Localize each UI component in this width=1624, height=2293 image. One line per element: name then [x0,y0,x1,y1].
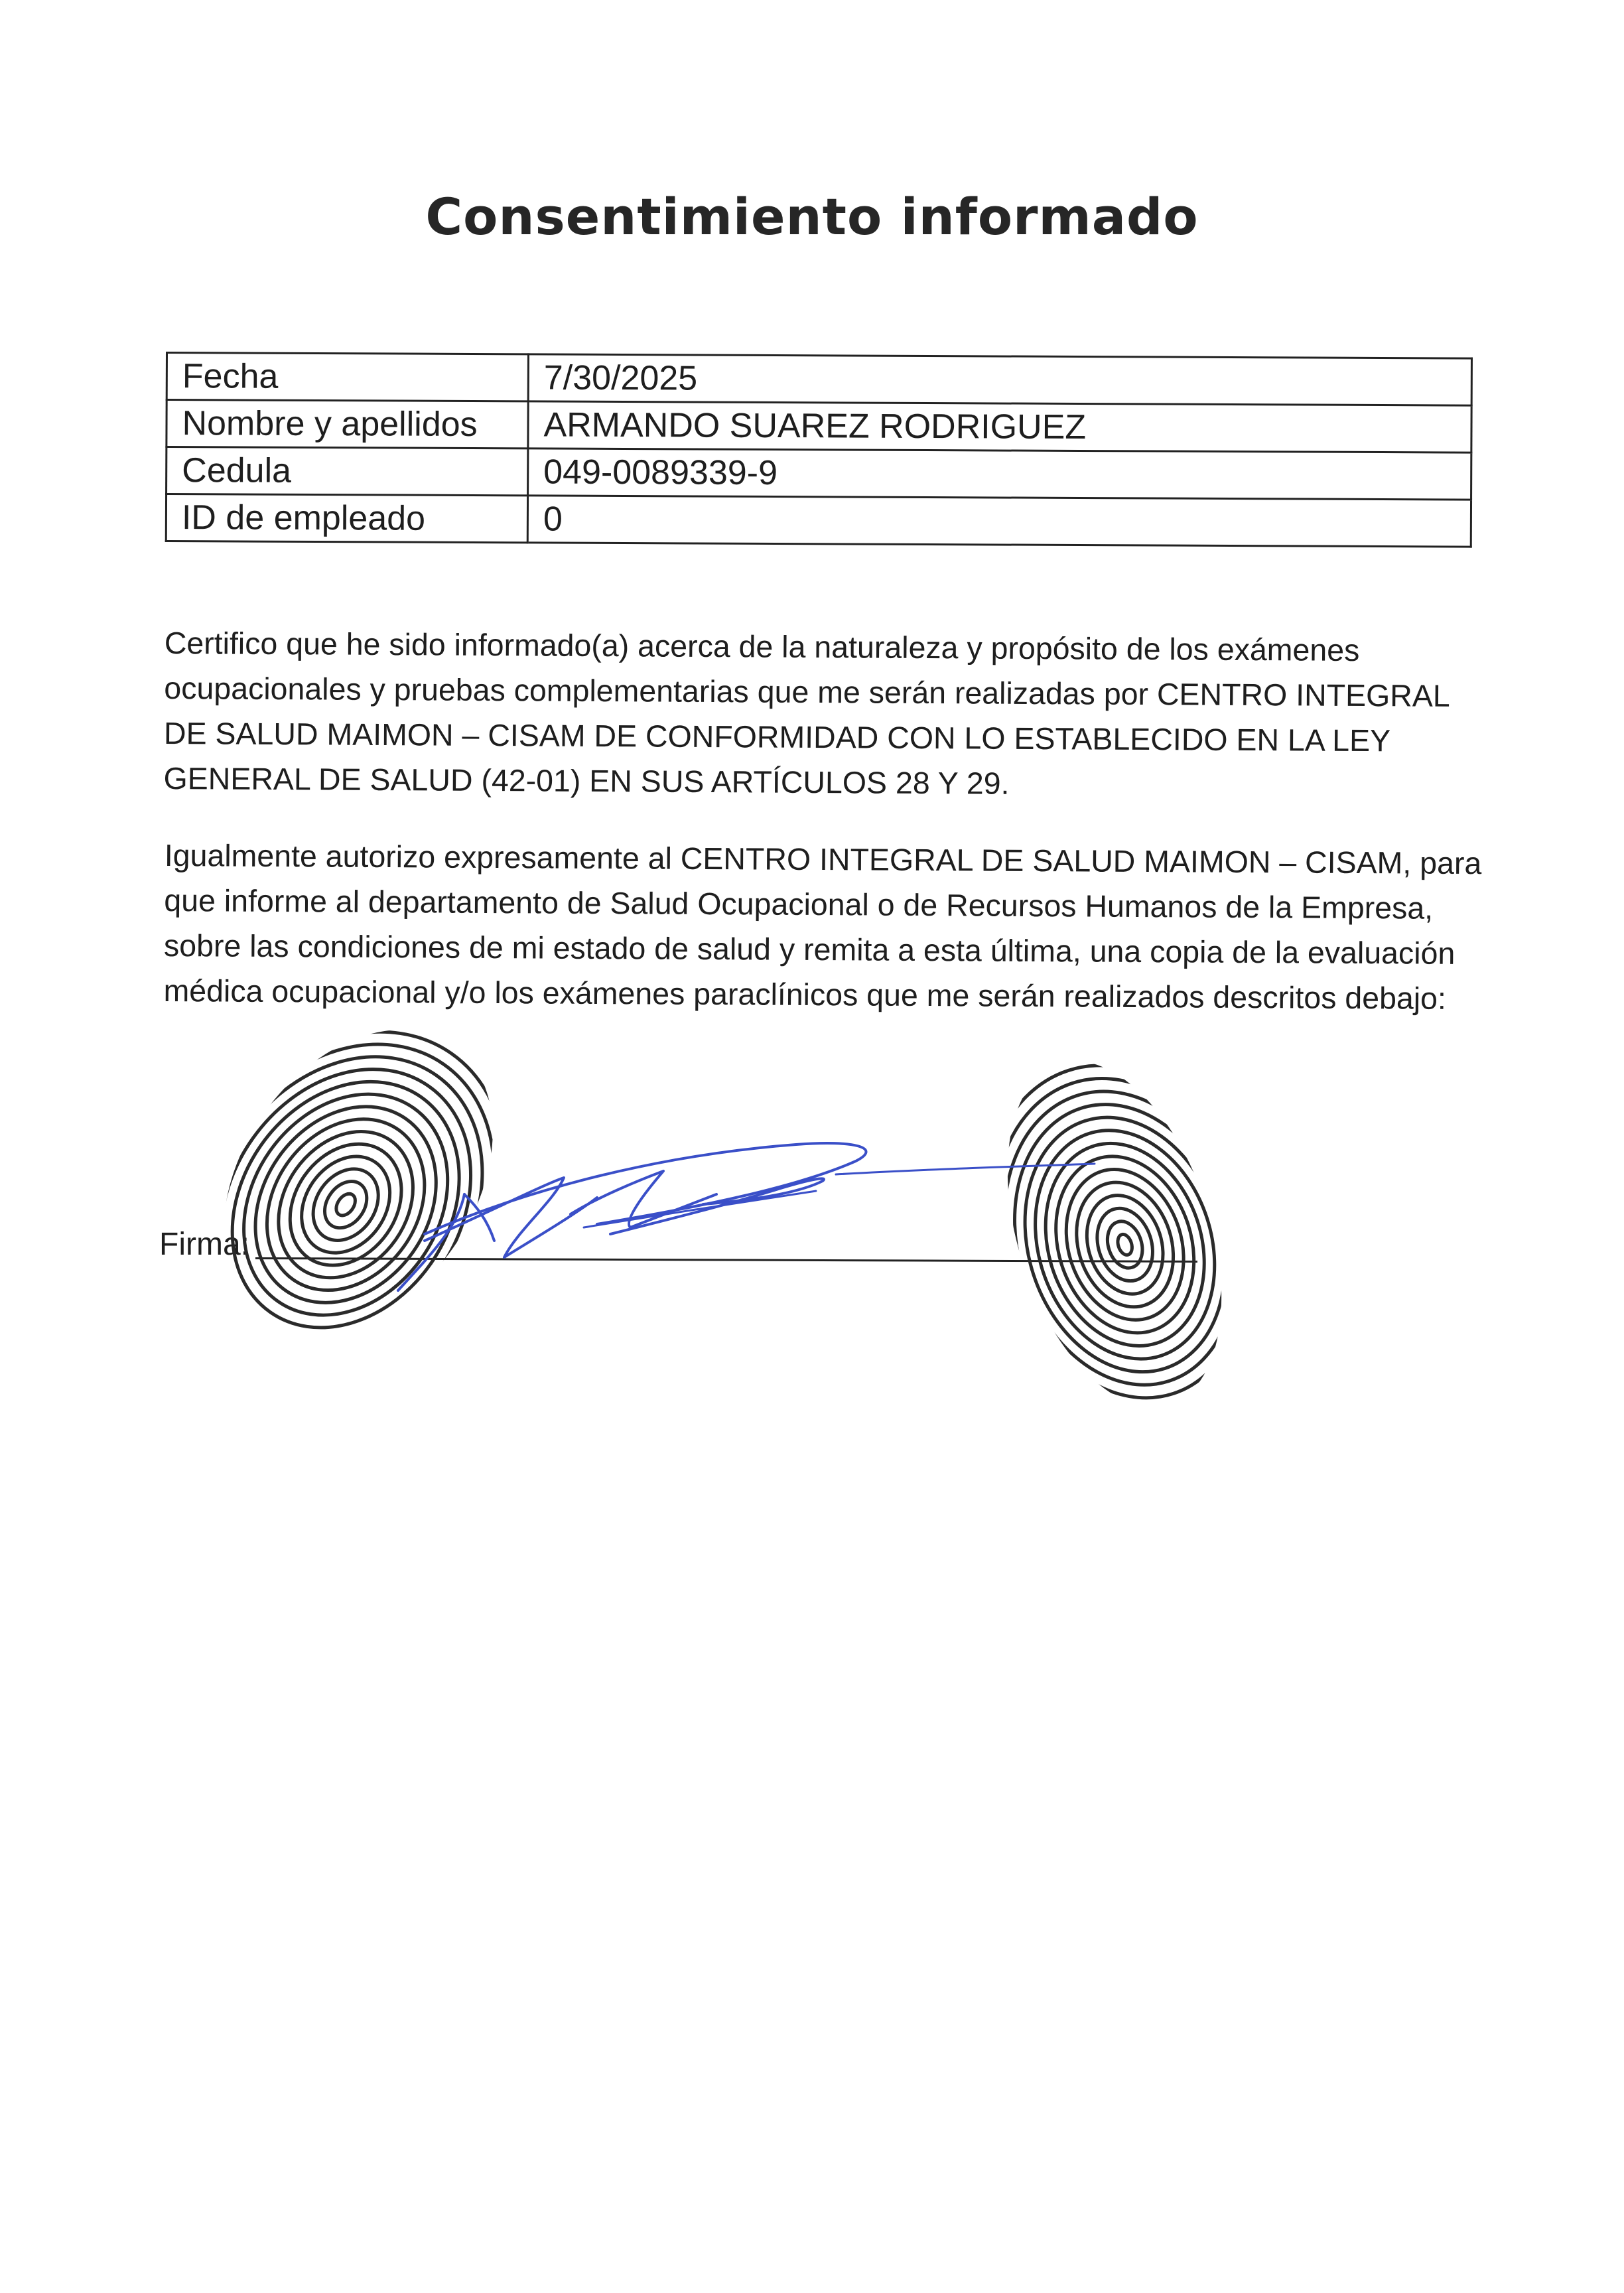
right-fingerprint-icon [925,1012,1324,1476]
table-row [166,494,1471,547]
table-row [167,447,1471,500]
table-row [167,400,1471,453]
date-label: Fecha [167,353,528,401]
id-card-label: Cedula [167,447,528,496]
full-name-value: ARMANDO SUAREZ RODRIGUEZ [528,401,1471,452]
date-value: 7/30/2025 [528,354,1471,405]
employee-id-label: ID de empleado [166,494,527,543]
handwritten-signature-icon [398,1143,1095,1290]
full-name-label: Nombre y apellidos [167,400,528,449]
consent-paragraph-1: Certifico que he sido informado(a) acerca de la naturaleza y propósito de los exámenes ocupacionales y pruebas complementarias que me serán realizadas por CENTRO INTEGRAL DE SALUD MAIMON – CISAM DE CONFORMIDAD CON LO ESTABLECIDO EN LA LEY GENERAL DE SALUD (42-01) EN SUS ARTÍCULOS 28 Y 29. [163,625,1450,801]
signature-label: Firma: [159,1227,249,1262]
document-title: Consentimiento informado [425,187,1199,246]
employee-id-value: 0 [527,496,1471,547]
employee-info-table [165,352,1473,548]
table-row [167,353,1471,406]
signature-line [255,1257,1197,1263]
left-fingerprint-icon [104,953,587,1456]
consent-paragraph-2: Igualmente autorizo expresamente al CENTRO INTEGRAL DE SALUD MAIMON – CISAM, para que informe al departamento de Salud Ocupacional o de Recursos Humanos de la Empresa, sobre las condiciones de mi estado de salud y remita a esta última, una copia de la evaluación médica ocupacional y/o los exámenes paraclínicos que me serán realizados descritos debajo: [163,837,1482,1016]
id-card-value: 049-0089339-9 [528,449,1471,500]
